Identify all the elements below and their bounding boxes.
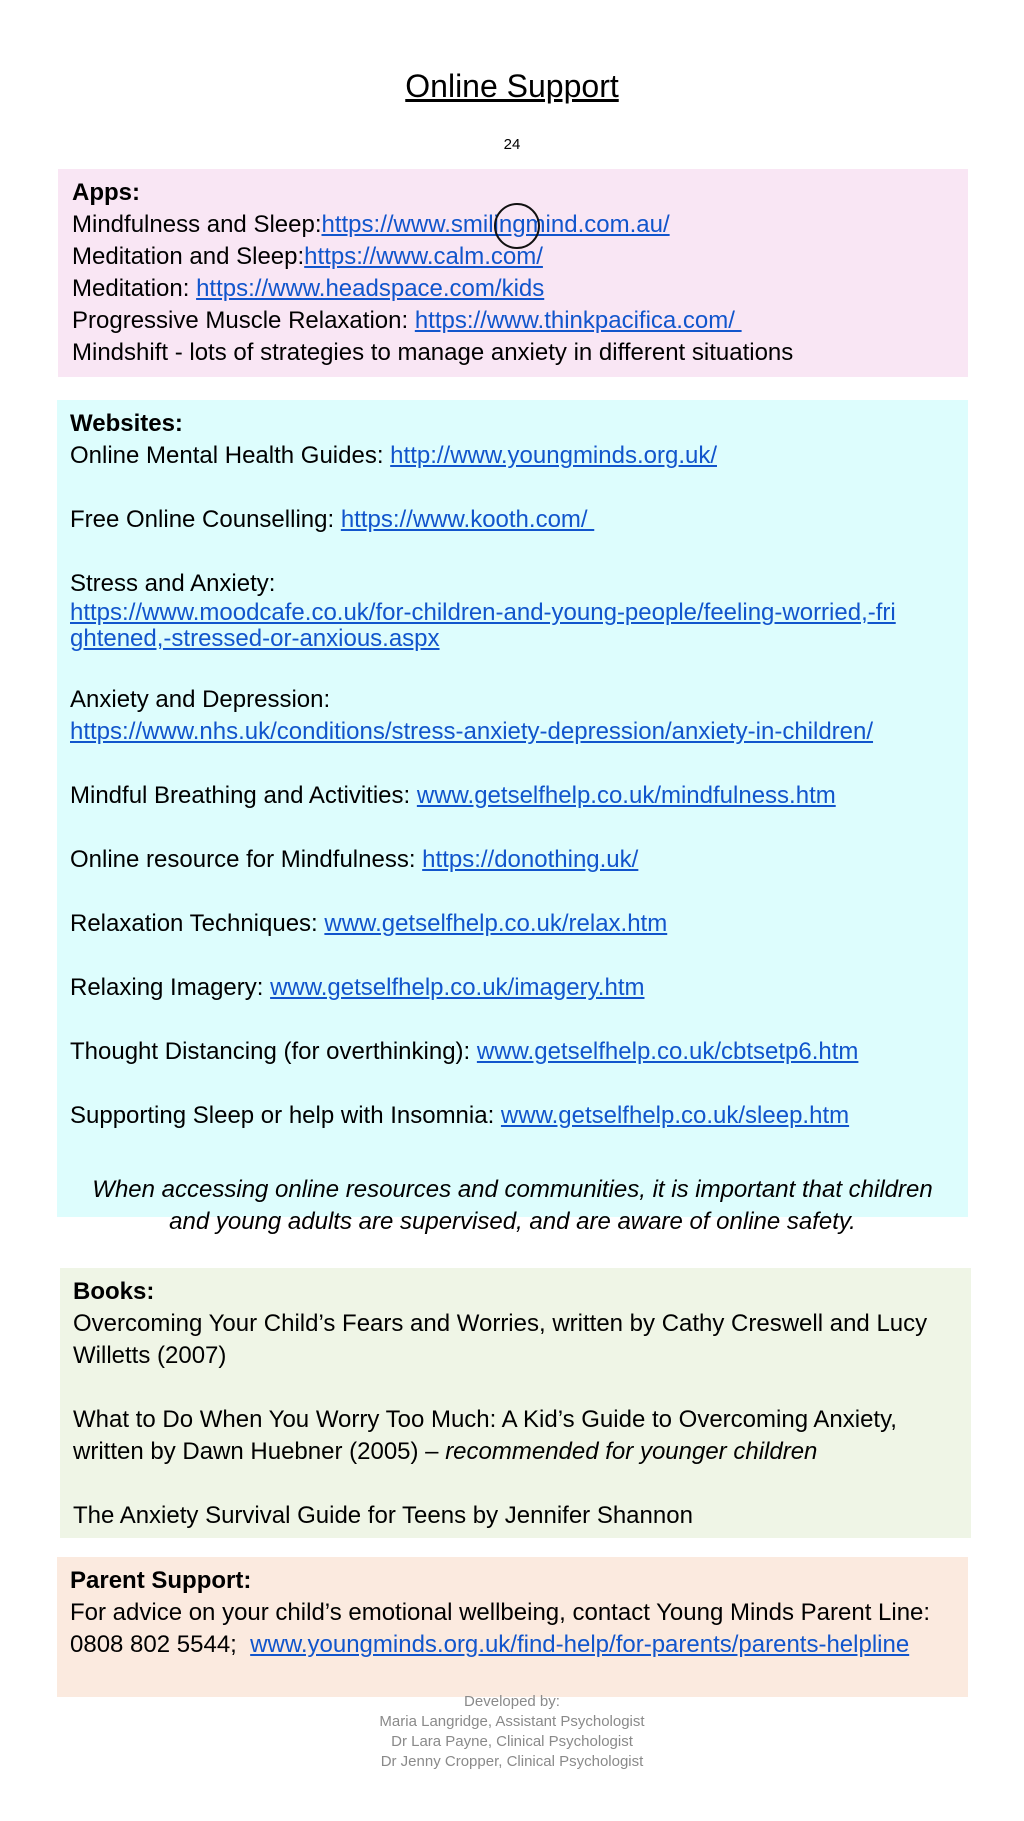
website-label: Relaxing Imagery: xyxy=(70,974,271,1001)
website-label: Online Mental Health Guides: xyxy=(70,442,391,469)
app-item xyxy=(72,305,954,337)
books-section xyxy=(60,1268,971,1538)
app-link[interactable]: https://www.smilingmind.com.au/ xyxy=(321,211,670,238)
mindshift-text: Mindshift - lots of strategies to manage anxiety in different situations xyxy=(72,339,794,366)
website-item xyxy=(70,504,955,536)
app-label: Mindfulness and Sleep: xyxy=(72,211,322,238)
website-link[interactable]: https://www.moodcafe.co.uk/for-children-and-young-people/feeling-worried,-fri xyxy=(70,599,896,626)
book-item-continued xyxy=(73,1436,958,1468)
parent-support-contact xyxy=(70,1629,955,1661)
websites-heading: Websites: xyxy=(70,410,183,437)
website-item xyxy=(70,716,955,748)
app-item xyxy=(72,273,954,305)
website-item xyxy=(70,908,955,940)
website-label: Free Online Counselling: xyxy=(70,506,341,533)
website-link[interactable]: https://donothing.uk/ xyxy=(422,846,639,873)
book-author: written by Dawn Huebner (2005) – xyxy=(73,1438,446,1465)
website-link-continued[interactable]: ghtened,-stressed-or-anxious.aspx xyxy=(70,625,440,652)
website-label: Mindful Breathing and Activities: xyxy=(70,782,417,809)
website-link[interactable]: www.getselfhelp.co.uk/cbtsetp6.htm xyxy=(476,1038,859,1065)
helpline-link[interactable]: www.youngminds.org.uk/find-help/for-parents/parents-helpline xyxy=(250,1631,910,1658)
website-item xyxy=(70,1036,955,1068)
website-label: Online resource for Mindfulness: xyxy=(70,846,423,873)
app-link[interactable]: https://www.headspace.com/kids xyxy=(196,275,545,302)
app-label: Meditation: xyxy=(72,275,197,302)
apps-heading: Apps: xyxy=(72,179,140,206)
website-label: Stress and Anxiety: xyxy=(70,570,276,597)
book-item: The Anxiety Survival Guide for Teens by Jennifer Shannon xyxy=(73,1502,693,1529)
footer-credit-name: Dr Lara Payne, Clinical Psychologist xyxy=(391,1733,633,1750)
parent-support-section xyxy=(57,1557,968,1697)
parent-support-text: For advice on your child’s emotional wellbeing, contact Young Minds Parent Line: xyxy=(70,1599,931,1626)
book-recommendation: recommended for younger children xyxy=(445,1438,818,1465)
website-link[interactable]: www.getselfhelp.co.uk/sleep.htm xyxy=(500,1102,850,1129)
website-link[interactable]: www.getselfhelp.co.uk/mindfulness.htm xyxy=(416,782,836,809)
safety-note-line: When accessing online resources and communities, it is important that children xyxy=(92,1176,933,1203)
book-item: Overcoming Your Child’s Fears and Worries, written by Cathy Creswell and Lucy xyxy=(73,1310,928,1337)
website-link[interactable]: https://www.kooth.com/ xyxy=(340,506,595,533)
footer-credits xyxy=(0,1692,1024,1772)
footer-credit-name: Dr Jenny Cropper, Clinical Psychologist xyxy=(380,1753,644,1770)
website-item xyxy=(70,780,955,812)
website-link[interactable]: http://www.youngminds.org.uk/ xyxy=(390,442,717,469)
website-link[interactable]: www.getselfhelp.co.uk/imagery.htm xyxy=(270,974,645,1001)
books-heading: Books: xyxy=(73,1278,155,1305)
cursor-circle-icon xyxy=(494,203,540,249)
websites-section xyxy=(57,400,968,1217)
website-item xyxy=(70,972,955,1004)
website-item xyxy=(70,844,955,876)
page-number: 24 xyxy=(503,136,521,153)
parent-support-heading: Parent Support: xyxy=(70,1567,252,1594)
website-label: Supporting Sleep or help with Insomnia: xyxy=(70,1102,501,1129)
footer-credit-name: Maria Langridge, Assistant Psychologist xyxy=(379,1713,645,1730)
website-item xyxy=(70,600,955,652)
safety-note-line: and young adults are supervised, and are aware of online safety. xyxy=(169,1208,856,1235)
page-title: Online Support xyxy=(405,68,619,104)
footer-developed-by: Developed by: xyxy=(464,1693,560,1710)
app-link[interactable]: https://www.calm.com/ xyxy=(304,243,543,270)
app-label: Meditation and Sleep: xyxy=(72,243,305,270)
website-label: Relaxation Techniques: xyxy=(70,910,325,937)
helpline-phone: 0808 802 5544; xyxy=(70,1631,251,1658)
app-link[interactable]: https://www.thinkpacifica.com/ xyxy=(414,307,742,334)
apps-section xyxy=(58,169,968,377)
website-link[interactable]: www.getselfhelp.co.uk/relax.htm xyxy=(324,910,668,937)
book-item: What to Do When You Worry Too Much: A Kid’s Guide to Overcoming Anxiety, xyxy=(73,1406,897,1433)
website-label: Anxiety and Depression: xyxy=(70,686,331,713)
website-item xyxy=(70,1100,955,1132)
website-label: Thought Distancing (for overthinking): xyxy=(70,1038,477,1065)
book-item-continued: Willetts (2007) xyxy=(73,1342,227,1369)
website-link[interactable]: https://www.nhs.uk/conditions/stress-anxiety-depression/anxiety-in-children/ xyxy=(70,718,874,745)
safety-note xyxy=(60,1174,965,1238)
website-item xyxy=(70,440,955,472)
app-label: Progressive Muscle Relaxation: xyxy=(72,307,415,334)
